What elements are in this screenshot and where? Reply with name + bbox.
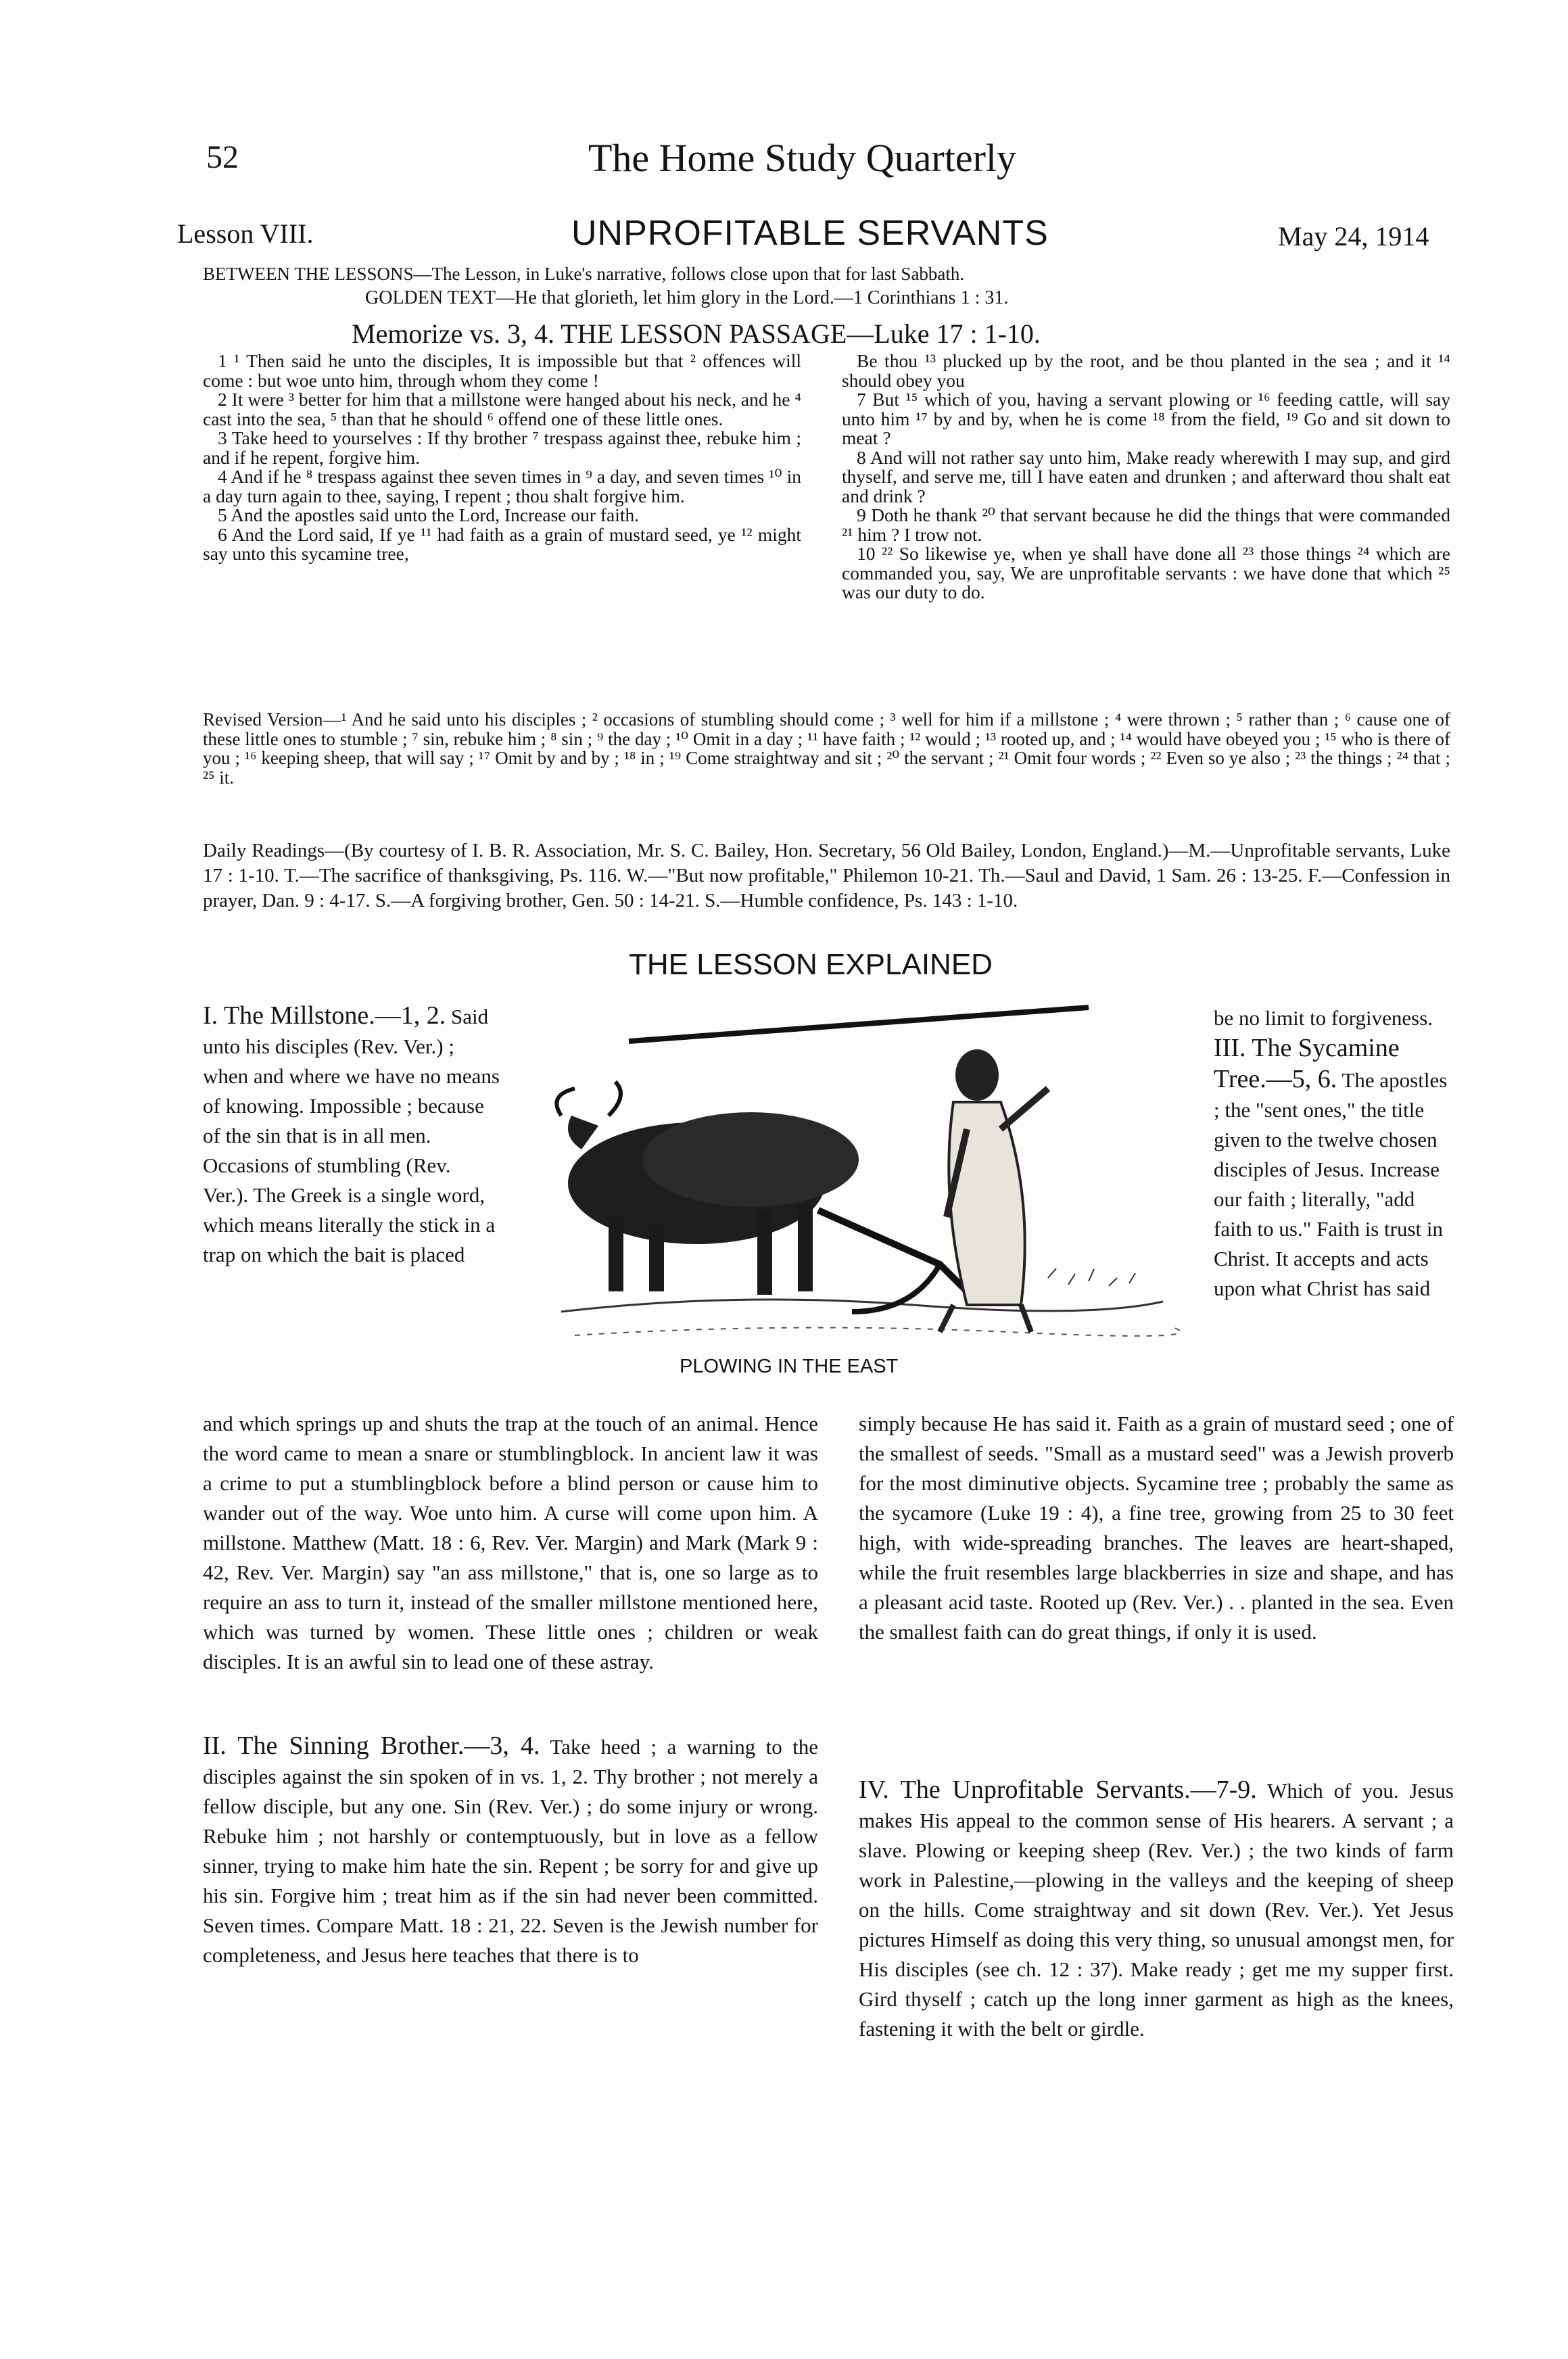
section-3-title: III. The Sycamine Tree.—5, 6.: [1214, 1034, 1400, 1093]
plowing-illustration: [534, 994, 1183, 1373]
section-4-text: Which of you. Jesus makes His appeal to the common sense of His hearers. A servant ; a slave. Plowing or keeping sheep (Rev. Ver.) ; the two kinds of farm work in Palestine,—plowing in the valleys and the keeping of sheep on the hills. Come straightway and sit down (Rev. Ver.). Yet Jesus pictures Himself as doing this very thing, so unusual amongst men, for His disciples (see ch. 12 : 37). Make ready ; get me my supper first. Gird thyself ; catch up the long inner garment as high as the knees, fastening it with the belt or girdle.: [859, 1779, 1454, 2041]
verse: 1 ¹ Then said he unto the disciples, It is impossible but that ² offences will come : but woe unto him, through whom they come !: [203, 350, 801, 391]
lesson-date: May 24, 1914: [1278, 221, 1429, 252]
daily-readings: Daily Readings—(By courtesy of I. B. R. Association, Mr. S. C. Bailey, Hon. Secretary, 56 Old Bailey, London, England.)—M.—Unprofitable servants, Luke 17 : 1-10. T.—The sacrifice of thanksgiving, Ps. 116. W.—"But now profitable," Philemon 10-21. Th.—Saul and David, 1 Sam. 26 : 13-25. F.—Confession in prayer, Dan. 9 : 4-17. S.—A forgiving brother, Gen. 50 : 14-21. S.—Humble confidence, Ps. 143 : 1-10.: [203, 840, 1450, 911]
lesson-number: Lesson VIII.: [177, 218, 314, 249]
section-1-intro: [203, 1001, 500, 1270]
section-3-text: The apostles ; the "sent ones," the title given to the twelve chosen disciples of Jesus. Increase our faith ; literally, "add faith to us." Faith is trust in Christ. It accepts and acts upon what Christ has said: [1214, 1068, 1448, 1300]
memorize-and-passage: Memorize vs. 3, 4. THE LESSON PASSAGE—Luke 17 : 1-10.: [352, 318, 1041, 349]
verse: 4 And if he ⁸ trespass against thee seven times in ⁹ a day, and seven times ¹⁰ in a day turn again to thee, saying, I repent ; thou shalt forgive him.: [203, 466, 801, 506]
verse: Be thou ¹³ plucked up by the root, and be thou planted in the sea ; and it ¹⁴ should obey you: [842, 350, 1450, 391]
section-4: [859, 1775, 1454, 2044]
section-2-title: II. The Sinning Brother.—3, 4.: [203, 1732, 540, 1760]
verse: 2 It were ³ better for him that a millstone were hanged about his neck, and he ⁴ cast into the sea, ⁵ than that he should ⁶ offend one of these little ones.: [203, 389, 801, 429]
lesson-title: UNPROFITABLE SERVANTS: [571, 214, 1049, 253]
figure-caption: PLOWING IN THE EAST: [680, 1356, 899, 1377]
publication-title: The Home Study Quarterly: [588, 136, 1017, 180]
section-1-title: I. The Millstone.—1, 2.: [203, 1001, 446, 1030]
section-3-intro: [1214, 1003, 1454, 1304]
section-2-continued: be no limit to forgiveness.: [1214, 1006, 1433, 1030]
verse: 5 And the apostles said unto the Lord, Increase our faith.: [218, 504, 640, 525]
verse: 9 Doth he thank ²⁰ that servant because he did the things that were commanded ²¹ him ? I trow not.: [842, 504, 1450, 545]
section-2: [203, 1731, 818, 1970]
lesson-explained-heading: THE LESSON EXPLAINED: [629, 948, 993, 981]
section-1-text: Said unto his disciples (Rev. Ver.) ; when and where we have no means of knowing. Impossible ; because of the sin that is in all men. Occasions of stumbling (Rev. Ver.). The Greek is a single word, which means literally the stick in a trap on which the bait is placed: [203, 1005, 500, 1266]
lesson-passage-right: [842, 352, 1450, 602]
between-the-lessons: BETWEEN THE LESSONS—The Lesson, in Luke's narrative, follows close upon that for last Sabbath.: [203, 264, 965, 284]
verse: 3 Take heed to yourselves : If thy brother ⁷ trespass against thee, rebuke him ; and if he repent, forgive him.: [203, 427, 801, 468]
verse: 6 And the Lord said, If ye ¹¹ had faith as a grain of mustard seed, ye ¹² might say unto this sycamine tree,: [203, 523, 801, 564]
section-3-text-continued: simply because He has said it. Faith as a grain of mustard seed ; one of the smallest of seeds. "Small as a mustard seed" was a Jewish proverb for the most diminutive objects. Sycamine tree ; probably the same as the sycamore (Luke 19 : 4), a fine tree, growing from 25 to 30 feet high, with wide-spreading branches. The leaves are heart-shaped, while the fruit resembles large blackberries in size and shape, and has a pleasant acid taste. Rooted up (Rev. Ver.) . . planted in the sea. Even the smallest faith can do great things, if only it is used.: [859, 1412, 1454, 1644]
revised-version-notes: Revised Version—¹ And he said unto his disciples ; ² occasions of stumbling should come ; ³ well for him if a millstone ; ⁴ were thrown ; ⁵ rather than ; ⁶ cause one of these little ones to stumble ; ⁷ sin, rebuke him ; ⁸ sin ; ⁹ the day ; ¹⁰ Omit in a day ; ¹¹ have faith ; ¹² would ; ¹³ rooted up, and ; ¹⁴ would have obeyed you ; ¹⁵ who is there of you ; ¹⁶ keeping sheep, that will say ; ¹⁷ Omit by and by ; ¹⁸ in ; ¹⁹ Come straightway and sit ; ²⁰ the servant ; ²¹ Omit four words ; ²² Even so ye also ; ²³ the things ; ²⁴ that ; ²⁵ it.: [203, 709, 1450, 788]
verse: 8 And will not rather say unto him, Make ready wherewith I may sup, and gird thyself, and serve me, till I have eaten and drunken ; and afterward thou shalt eat and drink ?: [842, 446, 1450, 506]
page-number: 52: [206, 139, 239, 175]
section-1-continued: [203, 1409, 818, 1677]
verse: 10 ²² So likewise ye, when ye shall have done all ²³ those things ²⁴ which are commanded you, say, We are unprofitable servants : we have done that which ²⁵ was our duty to do.: [842, 543, 1450, 602]
section-3-continued: [859, 1409, 1454, 1647]
section-2-text: Take heed ; a warning to the disciples against the sin spoken of in vs. 1, 2. Thy brother ; not merely a fellow disciple, but any one. Sin (Rev. Ver.) ; do some injury or wrong. Rebuke him ; not harshly or contemptuously, but in love as a fellow sinner, trying to make him hate the sin. Repent ; be sorry for and give up his sin. Forgive him ; treat him as if the sin had never been committed. Seven times. Compare Matt. 18 : 21, 22. Seven is the Jewish number for completeness, and Jesus here teaches that there is to: [203, 1735, 819, 1967]
lesson-passage-left: [203, 352, 801, 564]
section-4-title: IV. The Unprofitable Servants.—7-9.: [859, 1776, 1257, 1804]
section-1-text-continued: and which springs up and shuts the trap at the touch of an animal. Hence the word came to mean a snare or stumblingblock. In ancient law it was a crime to put a stumblingblock before a blind person or cause him to wander out of the way. Woe unto him. A curse will come upon him. A millstone. Matthew (Matt. 18 : 6, Rev. Ver. Margin) and Mark (Mark 9 : 42, Rev. Ver. Margin) say "an ass millstone," that is, one so large as to require an ass to turn it, instead of the smaller millstone mentioned here, which was turned by women. These little ones ; children or weak disciples. It is an awful sin to lead one of these astray.: [203, 1412, 818, 1673]
golden-text: GOLDEN TEXT—He that glorieth, let him glory in the Lord.—1 Corinthians 1 : 31.: [365, 287, 1009, 308]
verse: 7 But ¹⁵ which of you, having a servant plowing or ¹⁶ feeding cattle, will say unto him ¹⁷ by and by, when he is come ¹⁸ from the field, ¹⁹ Go and sit down to meat ?: [842, 389, 1450, 448]
